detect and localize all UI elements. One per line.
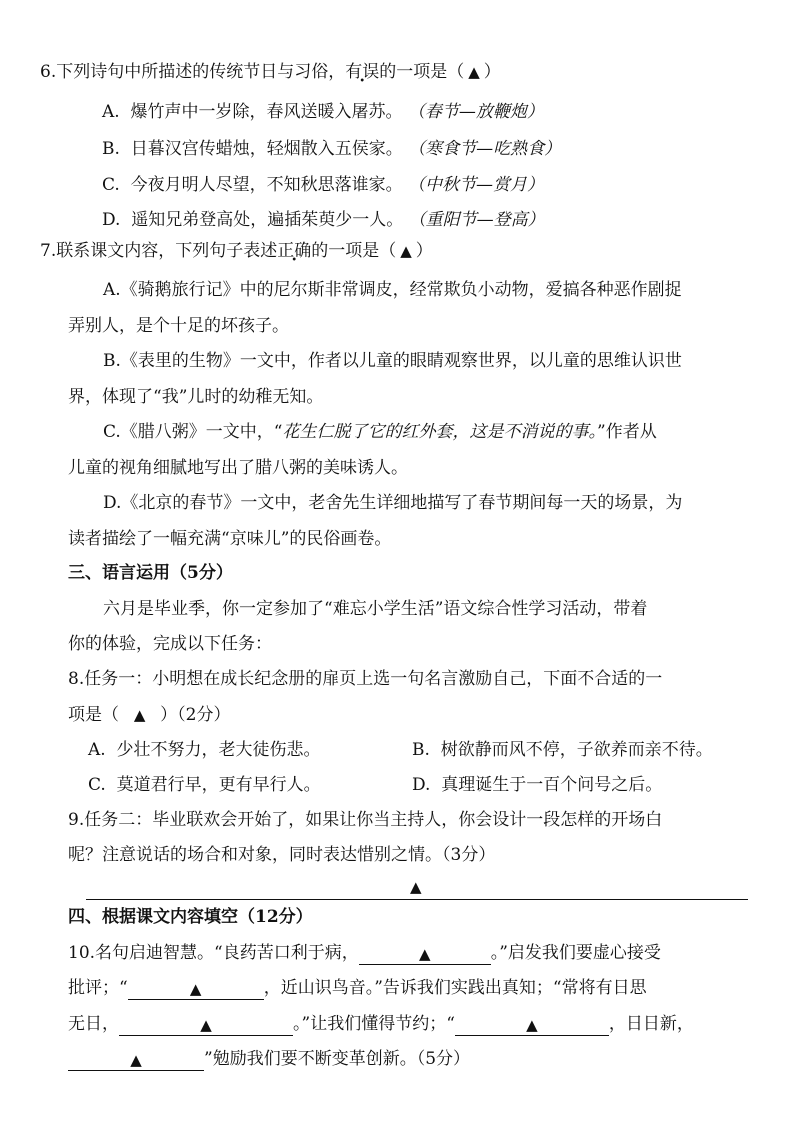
q8-stem-line2: 项是（ ▲ ）（2分） bbox=[68, 705, 231, 725]
q6-option-d: D. 遥知兄弟登高处，遍插茱萸少一人。 （重阳节—登高） bbox=[102, 210, 545, 230]
q8-stem-line1: 8.任务一：小明想在成长纪念册的扉页上选一句名言激励自己，下面不合适的一 bbox=[68, 669, 663, 689]
q7-option-a-line2: 弄别人，是个十足的坏孩子。 bbox=[68, 316, 289, 336]
q9-answer-line[interactable] bbox=[86, 899, 748, 900]
answer-triangle-icon: ▲ bbox=[200, 1016, 212, 1034]
q10-line1: 10.名句启迪智慧。“良药苦口利于病， ▲ 。”启发我们要虚心接受 bbox=[68, 941, 661, 965]
q8-option-a: A. 少壮不努力，老大徒伤悲。 bbox=[88, 740, 321, 760]
q10-blank-3[interactable] bbox=[119, 1013, 293, 1036]
q10-blank-1[interactable] bbox=[359, 942, 491, 965]
q9-stem-line2: 呢？注意说话的场合和对象，同时表达惜别之情。（3分） bbox=[68, 845, 496, 865]
q10-blank-5[interactable] bbox=[68, 1048, 204, 1071]
q7-option-c-line2: 儿童的视角细腻地写出了腊八粥的美味诱人。 bbox=[68, 458, 408, 478]
answer-triangle-icon: ▲ bbox=[400, 242, 412, 260]
q10-line2: 批评；“ ▲ ，近山识鸟音。”告诉我们实践出真知；“常将有日思 bbox=[68, 976, 647, 1000]
answer-triangle-icon: ▲ bbox=[418, 945, 431, 963]
section-3-title: 三、语言运用（5分） bbox=[68, 563, 233, 583]
answer-triangle-icon: ▲ bbox=[133, 706, 146, 724]
q6-option-c: C. 今夜月明人尽望，不知秋思落谁家。 （中秋节—赏月） bbox=[102, 175, 545, 195]
q7-emphasis: 正确 bbox=[277, 241, 312, 261]
answer-triangle-icon: ▲ bbox=[468, 63, 480, 81]
q7-option-d-line2: 读者描绘了一幅充满“京味儿”的民俗画卷。 bbox=[68, 529, 392, 549]
section-4-title: 四、根据课文内容填空（12分） bbox=[68, 907, 313, 927]
q6-emphasis: 有误 bbox=[345, 62, 380, 82]
q9-stem-line1: 9.任务二：毕业联欢会开始了，如果让你当主持人，你会设计一段怎样的开场白 bbox=[68, 810, 663, 830]
q10-blank-4[interactable] bbox=[455, 1013, 609, 1036]
answer-triangle-icon: ▲ bbox=[526, 1016, 538, 1034]
q8-option-b: B. 树欲静而风不停，子欲养而亲不待。 bbox=[412, 740, 713, 760]
q10-blank-2[interactable] bbox=[128, 977, 264, 1000]
q7-stem: 7.联系课文内容，下列句子表述正确的一项是（ ▲ ） bbox=[40, 241, 433, 261]
q7-option-b-line1: B.《表里的生物》一文中，作者以儿童的眼睛观察世界，以儿童的思维认识世 bbox=[103, 351, 682, 371]
answer-triangle-icon: ▲ bbox=[130, 1051, 142, 1069]
q6-option-b: B. 日暮汉宫传蜡烛，轻烟散入五侯家。 （寒食节—吃熟食） bbox=[102, 139, 562, 159]
q10-line4: ▲ ”勉励我们要不断变革创新。（5分） bbox=[68, 1047, 470, 1071]
q6-stem: 6.下列诗句中所描述的传统节日与习俗，有误的一项是（ ▲ ） bbox=[40, 62, 501, 82]
section-3-intro-line1: 六月是毕业季，你一定参加了“难忘小学生活”语文综合性学习活动，带着 bbox=[103, 599, 648, 619]
q8-option-d: D. 真理诞生于一百个问号之后。 bbox=[412, 775, 663, 795]
q6-option-a: A. 爆竹声中一岁除，春风送暖入屠苏。 （春节—放鞭炮） bbox=[102, 102, 544, 122]
q8-option-c: C. 莫道君行早，更有早行人。 bbox=[88, 775, 321, 795]
section-3-intro-line2: 你的体验，完成以下任务： bbox=[68, 634, 272, 654]
answer-triangle-icon: ▲ bbox=[410, 878, 422, 896]
q7-option-a-line1: A.《骑鹅旅行记》中的尼尔斯非常调皮，经常欺负小动物，爱搞各种恶作剧捉 bbox=[103, 280, 682, 300]
q7-option-d-line1: D.《北京的春节》一文中，老舍先生详细地描写了春节期间每一天的场景，为 bbox=[103, 493, 683, 513]
q7-option-c-line1: C.《腊八粥》一文中，“花生仁脱了它的红外套，这是不消说的事。”作者从 bbox=[103, 422, 657, 442]
q10-line3: 无日， ▲ 。”让我们懂得节约；“ ▲ ，日日新， bbox=[68, 1012, 694, 1036]
answer-triangle-icon: ▲ bbox=[189, 980, 202, 998]
q7-option-b-line2: 界，体现了“我”儿时的幼稚无知。 bbox=[68, 387, 324, 407]
